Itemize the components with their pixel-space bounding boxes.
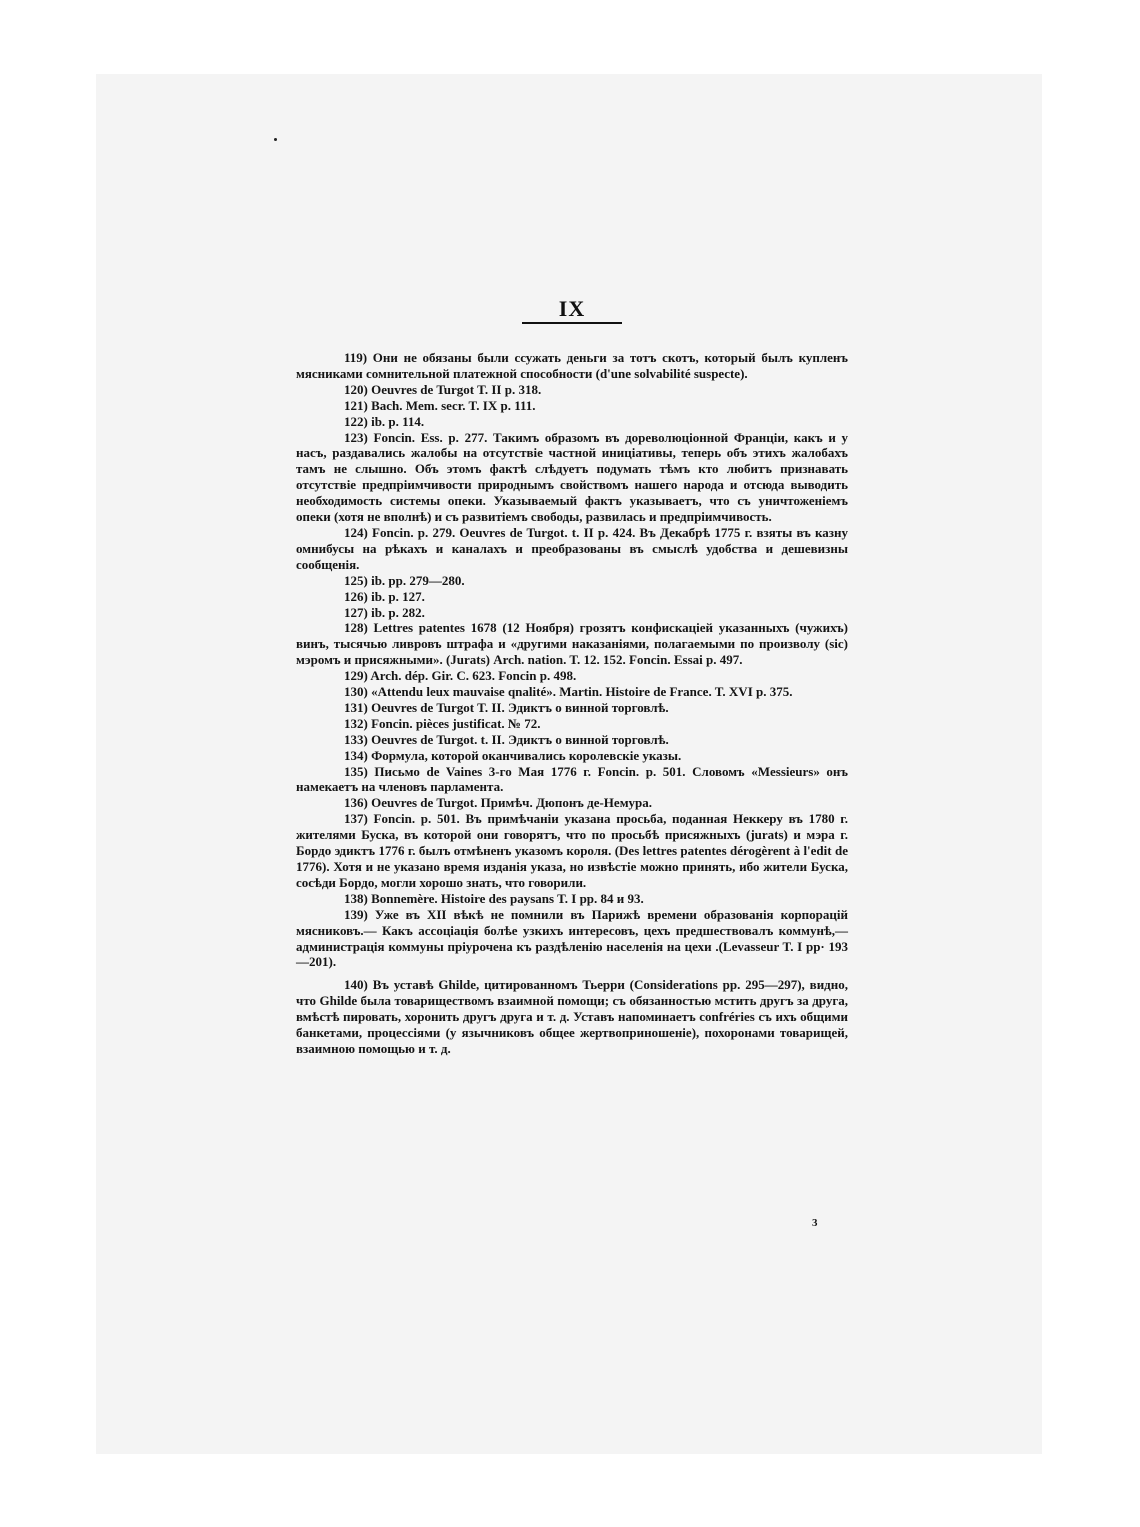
footnote: 122) ib. p. 114. bbox=[344, 413, 425, 429]
footnote: 126) ib. p. 127. bbox=[344, 588, 425, 604]
scan-speck bbox=[274, 138, 277, 141]
footnote: 137) Foncin. p. 501. Въ примѣчаніи указана просьба, поданная Неккеру въ 1780 г. жителями Буска, въ которой они говорятъ, что по просьбѣ присяжныхъ (jurats) и мэра г. Бордо эдиктъ 1776 г. былъ отмѣненъ указомъ короля. (Des lettres patentes dérogèrent à l'edit de 1776). Хотя и не указано время изданія указа, но извѣстіе можно принять, ибо жители Буска, сосѣди Бордо, могли хорошо знать, что говорили. bbox=[296, 811, 848, 890]
footnote: 133) Oeuvres de Turgot. t. II. Эдиктъ о винной торговлѣ. bbox=[344, 731, 669, 747]
footnote: 134) Формула, которой оканчивались королевскіе указы. bbox=[344, 747, 682, 763]
footnotes bbox=[296, 350, 848, 1057]
footnote: 131) Oeuvres de Turgot T. II. Эдиктъ о винной торговлѣ. bbox=[344, 699, 669, 715]
footnote: 130) «Attendu leux mauvaise qnalité». Martin. Histoire de France. T. XVI p. 375. bbox=[344, 684, 793, 700]
footnote: 127) ib. p. 282. bbox=[344, 604, 425, 620]
footnote: 129) Arch. dép. Gir. C. 623. Foncin p. 498. bbox=[344, 668, 577, 684]
footnote: 139) Уже въ XII вѣкѣ не помнили въ Парижѣ времени образованія корпорацій мясниковъ.— Какъ ассоціація болѣе узкихъ интересовъ, цехъ предшествовалъ коммунѣ,—администрація коммуны пріурочена къ раздѣленію населенія на цехи .(Levasseur T. I pp· 193—201). bbox=[296, 906, 848, 970]
footnote: 123) Foncin. Ess. p. 277. Такимъ образомъ въ дореволюціонной Франціи, какъ и у насъ, раздавались жалобы на отсутствіе частной иниціативы, теперь объ этихъ жалобахъ тамъ не слышно. Объ этомъ фактѣ слѣдуетъ подумать тѣмъ кто любитъ признавать отсутствіе предпріимчивости природнымъ свойствомъ нашего народа и отсюда выводить необходимость системы опеки. Указываемый фактъ указываетъ, что съ уничтоженіемъ опеки (хотя не вполнѣ) и съ развитіемъ свободы, развилась и предпріимчивость. bbox=[296, 429, 848, 525]
footnote: 125) ib. pp. 279—280. bbox=[344, 572, 465, 588]
footnote: 135) Письмо de Vaines 3-го Мая 1776 г. Foncin. p. 501. Словомъ «Messieurs» онъ намекаетъ на членовъ парламента. bbox=[296, 763, 848, 795]
footnote: 121) Bach. Mem. secr. T. IX p. 111. bbox=[344, 397, 536, 413]
footnote: 138) Bonnemère. Histoire des paysans T. I pp. 84 и 93. bbox=[344, 890, 644, 906]
footnote: 124) Foncin. p. 279. Oeuvres de Turgot. t. II p. 424. Въ Декабрѣ 1775 г. взяты въ казну омнибусы на рѣкахъ и каналахъ и преобразованы въ смыслѣ удобства и дешевизны сообщенія. bbox=[296, 524, 848, 572]
footnote: 119) Они не обязаны были ссужать деньги за тотъ скотъ, который былъ купленъ мясниками сомнительной платежной способности (d'une solvabilité suspecte). bbox=[296, 350, 848, 381]
footnote: 132) Foncin. pièces justificat. № 72. bbox=[344, 715, 541, 731]
page-number: IX bbox=[558, 296, 586, 321]
footnote: 136) Oeuvres de Turgot. Примѣч. Дюпонъ де-Немура. bbox=[344, 795, 653, 811]
page-number-rule bbox=[522, 322, 622, 324]
signature-mark: 3 bbox=[812, 1217, 818, 1229]
footnote: 140) Въ уставѣ Ghilde, цитированномъ Тьерри (Considerations pp. 295—297), видно, что Ghilde была товариществомъ взаимной помощи; съ обязанностью мстить другъ за друга, вмѣстѣ пировать, хоронить другъ друга и т. д. Уставъ напоминаетъ confréries съ ихъ общими банкетами, процессіями (у язычниковъ общее жертвоприношеніе), похоронами товарищей, взаимною помощью и т. д. bbox=[296, 977, 848, 1056]
footnote: 128) Lettres patentes 1678 (12 Ноября) грозятъ конфискаціей указанныхъ (чужихъ) винъ, тысячью ливровъ штрафа и «другими наказаніями, полагаемыми по произволу (sic) мэромъ и присяжными». (Jurats) Arch. nation. T. 12. 152. Foncin. Essai p. 497. bbox=[296, 620, 848, 668]
footnote: 120) Oeuvres de Turgot T. II p. 318. bbox=[344, 381, 542, 397]
